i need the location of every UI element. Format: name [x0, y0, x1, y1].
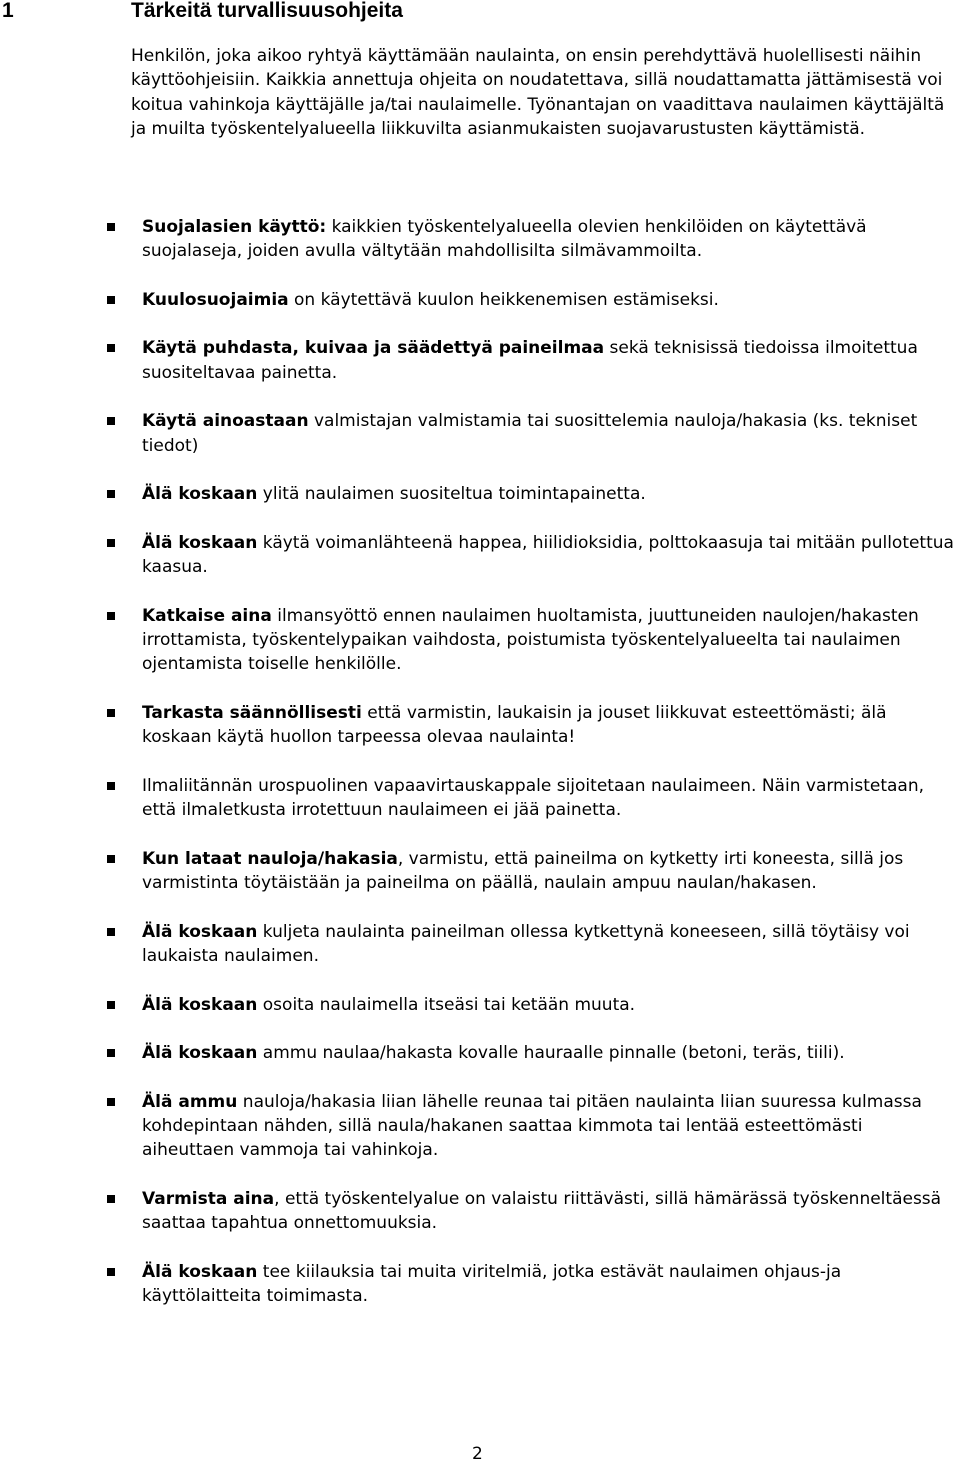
square-bullet-icon: [107, 539, 115, 547]
instruction-emphasis: Kun lataat nauloja/hakasia: [142, 848, 398, 869]
instruction-item: [0, 409, 960, 458]
square-bullet-icon: [107, 1098, 115, 1106]
instruction-emphasis: Kuulosuojaimia: [142, 289, 289, 310]
instruction-text: , varmistu, että paineilma on kytketty irti koneesta, sillä jos varmistinta töytäistään ja paineilma on päällä, naulain ampuu naulan/hakasen.: [142, 848, 904, 894]
square-bullet-icon: [107, 612, 115, 620]
instruction-text: ammu naulaa/hakasta kovalle hauraalle pinnalle (betoni, teräs, tiili).: [257, 1043, 845, 1064]
instruction-emphasis: Älä koskaan: [142, 994, 258, 1015]
instruction-item: [0, 604, 960, 677]
instruction-item: [0, 993, 960, 1017]
square-bullet-icon: [107, 417, 115, 425]
instruction-item: [0, 1041, 960, 1065]
instruction-emphasis: Älä koskaan: [142, 921, 258, 942]
instruction-emphasis: Älä koskaan: [142, 1261, 258, 1282]
instruction-item: [0, 1187, 960, 1236]
instruction-emphasis: Suojalasien käyttö:: [142, 217, 327, 237]
instruction-emphasis: Käytä ainoastaan: [142, 411, 309, 432]
instruction-emphasis: Älä koskaan: [142, 532, 258, 553]
square-bullet-icon: [107, 223, 115, 231]
square-bullet-icon: [107, 709, 115, 717]
instruction-item: [0, 288, 960, 312]
section-title: Tärkeitä turvallisuusohjeita: [131, 0, 403, 22]
instruction-text: valmistajan valmistamia tai suosittelemia nauloja/hakasia (ks. tekniset tiedot): [142, 411, 918, 456]
instruction-text: käytä voimanlähteenä happea, hiilidioksidia, polttokaasuja tai mitään pullotettua kaasua.: [142, 532, 954, 578]
instruction-text: on käytettävä kuulon heikkenemisen estämiseksi.: [288, 289, 719, 310]
instruction-item: [0, 774, 960, 823]
instruction-item: [0, 215, 960, 264]
safety-instructions-list: [0, 215, 960, 1333]
square-bullet-icon: [107, 855, 115, 863]
instruction-text: Ilmaliitännän urospuolinen vapaavirtauskappale sijoitetaan naulaimeen. Näin varmistetaan, että ilmaletkusta irrotettuun naulaimeen ei jää painetta.: [142, 775, 924, 821]
instruction-text: ylitä naulaimen suositeltua toimintapainetta.: [257, 484, 646, 505]
square-bullet-icon: [107, 1049, 115, 1057]
instruction-emphasis: Älä koskaan: [142, 484, 258, 505]
instruction-emphasis: Käytä puhdasta, kuivaa ja säädettyä paineilmaa: [142, 338, 605, 359]
instruction-emphasis: Tarkasta säännöllisesti: [142, 702, 362, 723]
square-bullet-icon: [107, 490, 115, 498]
section-number: 1: [2, 0, 14, 22]
instruction-emphasis: Varmista aina: [142, 1188, 275, 1209]
instruction-text: kuljeta naulainta paineilman ollessa kytkettynä koneeseen, sillä töytäisy voi laukaista naulaimen.: [142, 921, 910, 966]
instruction-text: tee kiilauksia tai muita viritelmiä, jotka estävät naulaimen ohjaus-ja käyttölaitteita toimimasta.: [142, 1261, 842, 1307]
instruction-text: että varmistin, laukaisin ja jouset liikkuvat esteettömästi; älä koskaan käytä huollon tarpeessa olevaa naulainta!: [142, 702, 887, 748]
square-bullet-icon: [107, 782, 115, 790]
square-bullet-icon: [107, 296, 115, 304]
intro-paragraph: Henkilön, joka aikoo ryhtyä käyttämään naulainta, on ensin perehdyttävä huolellisesti näihin käyttöohjeisiin. Kaikkia annettuja ohjeita on noudatettava, sillä noudattamatta jättämisestä voi koitua vahinkoja käyttäjälle ja/tai naulaimelle. Työnantajan on vaadittava naulaimen käyttäjältä ja muilta työskentelyalueella liikkuvilta asianmukaisten suojavarustusten käyttämistä.: [131, 46, 945, 139]
instruction-text: sekä teknisissä tiedoissa ilmoitettua suositeltavaa painetta.: [142, 338, 918, 383]
square-bullet-icon: [107, 1001, 115, 1009]
instruction-item: [0, 336, 960, 385]
instruction-text: kaikkien työskentelyalueella olevien henkilöiden on käytettävä suojalaseja, joiden avulla vältytään mahdollisilta silmävammoilta.: [142, 217, 867, 262]
instruction-item: [0, 847, 960, 896]
instruction-item: [0, 1090, 960, 1163]
instruction-item: [0, 531, 960, 580]
square-bullet-icon: [107, 1195, 115, 1203]
instruction-item: [0, 701, 960, 750]
instruction-item: [0, 920, 960, 969]
instruction-emphasis: Älä koskaan: [142, 1043, 258, 1064]
square-bullet-icon: [107, 928, 115, 936]
instruction-item: [0, 1260, 960, 1309]
instruction-emphasis: Älä ammu: [142, 1091, 238, 1112]
instruction-text: osoita naulaimella itseäsi tai ketään muuta.: [257, 994, 636, 1015]
page-number: 2: [472, 1444, 483, 1464]
instruction-item: [0, 482, 960, 506]
square-bullet-icon: [107, 1268, 115, 1276]
section-heading: [0, 0, 960, 26]
instruction-text: ilmansyöttö ennen naulaimen huoltamista, juuttuneiden naulojen/hakasten irrottamista, työskentelypaikan vaihdosta, poistumista työskentelyalueelta tai naulaimen ojentamista toiselle henkilölle.: [142, 605, 919, 675]
instruction-text: , että työskentelyalue on valaistu riittävästi, sillä hämärässä työskenneltäessä saattaa tapahtua onnettomuuksia.: [142, 1188, 942, 1234]
square-bullet-icon: [107, 344, 115, 352]
instruction-emphasis: Katkaise aina: [142, 605, 272, 626]
instruction-text: nauloja/hakasia liian lähelle reunaa tai pitäen naulainta liian suuressa kulmassa kohdepintaan nähden, sillä naula/hakanen saattaa kimmota tai lentää esteettömästi aiheuttaen vammoja tai vahinkoja.: [142, 1091, 922, 1161]
